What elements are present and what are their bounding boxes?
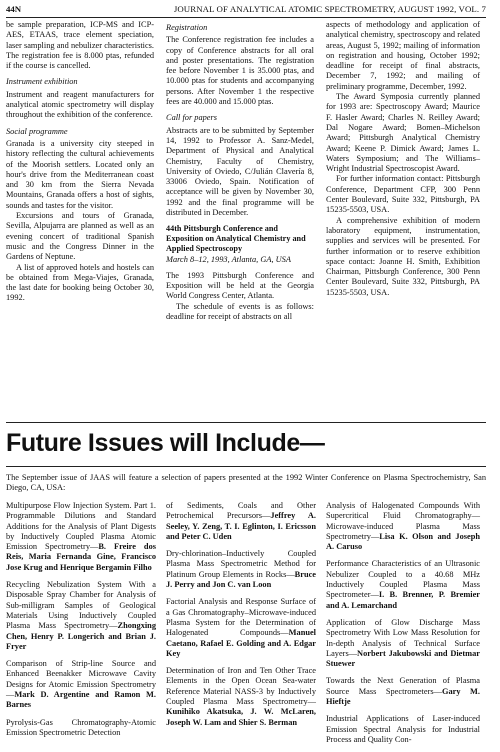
- future-column-2: [166, 501, 316, 735]
- paragraph-schedule: aspects of methodology and application of analytical chemistry, spectroscopy and related areas, August 5, 1992; mailing of information on registration and housing, October 1992; deadline for receipt of final abstracts, December 7, 1992; and mailing of preliminary programme, December, 1992.: [326, 20, 480, 91]
- paper-authors: Jeffrey A. Seeley, Y. Zeng, T. I. Eglinton, I. Ericsson and Peter C. Uden: [166, 511, 316, 541]
- conference-date: March 8–12, 1993, Atlanta, GA, USA: [166, 255, 291, 265]
- section-rule-bottom: [6, 466, 486, 467]
- future-paper-entry: [326, 501, 480, 552]
- journal-title: JOURNAL OF ANALYTICAL ATOMIC SPECTROMETRY, AUGUST 1992, VOL. 7: [173, 4, 486, 14]
- paper-authors: Gary M. Hieftje: [326, 686, 480, 707]
- paragraph-call-for-papers: Abstracts are to be submitted by September 14, 1992 to Professor A. Sanz-Medel, Department of Physical and Analytical Chemistry, Faculty of Chemistry, University of Oviedo, C/Julián Clavería 8, 33006 Oviedo, Spain. Notification of acceptance will be given by November 30, 1992 and the final programme will be distributed in December.: [166, 125, 314, 218]
- paper-authors: Mark D. Argentine and Ramon M. Barnes: [6, 690, 156, 710]
- future-paper-entry: [6, 501, 156, 573]
- paragraph-awards: The Award Symposia currently planned for 1993 are: Spectroscopy Award; Maurice F. Hasler Award; Charles N. Reilley Award; Dal Nogare Award; Bomen–Michelson Award; Pittsburgh Analytical Chemistry Award; Keene P. Dimick Award; James L. Waters Symposium; and The Williams–Wright Industrial Spectroscopist Award.: [326, 92, 480, 174]
- paper-authors: B. Freire dos Reis, Maria Fernanda Gine, Francisco Jose Krug and Henrique Bergamin Filho: [6, 542, 156, 572]
- paper-title: Determination of Iron and Ten Other Trace Elements in the Open Ocean Sea-water Reference Material NASS-3 by Inductively Coupled Plasma Mass Spectrometry—: [166, 666, 316, 707]
- paper-title: Analysis of Halogenated Compounds With Supercritical Fluid Chromatography—Microwave-induced Plasma Mass Spectrometry—: [326, 501, 480, 541]
- paper-title: Factorial Analysis and Response Surface of a Gas Chromatography–Microwave-induced Plasma System for the Determination of Halogenated Compounds—: [166, 597, 316, 638]
- paragraph-instrument: Instrument and reagent manufacturers for analytical atomic spectrometry will display throughout the exhibition of the conference.: [6, 89, 154, 120]
- paper-title: Multipurpose Flow Injection System. Part 1. Programmable Dilutions and Standard Additions for the Analysis of Plant Digests by Inductively Coupled Plasma Atomic Emission Spectrometry—: [6, 501, 156, 552]
- page-number: 44N: [6, 4, 22, 14]
- paper-title: Recycling Nebulization System With a Disposable Spray Chamber for Analysis of Sub-milligram Samples of Geological Materials Using Inductively Coupled Plasma Mass Spectrometry—: [6, 580, 156, 631]
- paper-title: Dry-chlorination–Inductively Coupled Plasma Mass Spectrometric Method for Platinum Group Elements in Rocks—: [166, 549, 316, 579]
- upper-column-1: [6, 20, 154, 304]
- future-paper-entry: [326, 559, 480, 610]
- section-rule-top: [6, 422, 486, 423]
- paper-authors: I. B. Brenner, P. Bremier and A. Lemarchand: [326, 590, 480, 610]
- future-issues-intro: The September issue of JAAS will feature a selection of papers presented at the 1992 Winter Conference on Plasma Spectrochemistry, San Diego, CA, USA:: [6, 473, 486, 493]
- paper-title: of Sediments, Coals and Other Petrochemical Precursors—: [166, 501, 316, 521]
- future-paper-entry: [166, 549, 316, 590]
- future-column-3: [326, 501, 480, 752]
- paragraph-social-1: Granada is a university city steeped in history reflecting the cultural achievements of the Moorish settlers. Located only an hour's drive from the Mediterranean coast and 30 km from the Sierra Nevada Mountains, Granada offers a host of sights, sounds and tastes for the visitor.: [6, 138, 154, 210]
- future-paper-entry: [6, 580, 156, 652]
- paper-title: Performance Characteristics of an Ultrasonic Nebulizer Coupled to a 40.68 MHz Inductively Coupled Plasma Mass Spectrometer—: [326, 559, 480, 600]
- upper-column-2: [166, 20, 314, 322]
- heading-pittsburgh-conference: 44th Pittsburgh Conference and Exposition on Analytical Chemistry and Applied Spectroscopy: [166, 224, 306, 254]
- paper-title: Towards the Next Generation of Plasma Source Mass Spectrometers—: [326, 676, 480, 696]
- paragraph-pittsburgh-1: The 1993 Pittsburgh Conference and Exposition will be held at the Georgia World Congress Center, Atlanta.: [166, 270, 314, 301]
- paper-authors: Bruce J. Perry and Jon C. van Loon: [166, 569, 316, 590]
- paragraph-registration: The Conference registration fee includes a copy of Conference abstracts for all oral and poster presentations. The registration fee before November 1 is 35.000 ptas, and 10.000 ptas for students and accompanying persons. After November 1 the respective fees are 40.000 and 15.000 ptas.: [166, 35, 314, 107]
- paragraph-exhibition: A comprehensive exhibition of modern laboratory equipment, instrumentation, supplies and services will be presented. For further information or to reserve exhibition space contact: Joanne H. Smith, Exhibition Chairman, Pittsburgh Conference, 300 Penn Center Boulevard, Suite 332, Pittsburgh, PA 15235-5503, USA.: [326, 215, 480, 297]
- heading-social-programme: Social programme: [6, 126, 68, 136]
- paragraph-pittsburgh-2: The schedule of events is as follows: deadline for receipt of abstracts on all: [166, 301, 314, 321]
- heading-instrument-exhibition: Instrument exhibition: [6, 77, 78, 87]
- future-column-1: [6, 501, 156, 745]
- paper-title: Pyrolysis-Gas Chromatography-Atomic Emission Spectrometric Detection: [6, 717, 156, 737]
- paragraph-contact: For further information contact: Pittsburgh Conference, Department CFP, 300 Penn Center Boulevard, Suite 332, Pittsburgh, PA 15235-5503, USA.: [326, 174, 480, 215]
- paper-authors: Manuel Caetano, Rafael E. Golding and A. Edgar Key: [166, 628, 316, 658]
- paragraph-social-2: Excursions and tours of Granada, Sevilla, Alpujarra are planned as well as an evening concert of traditional Spanish music and the Congress Dinner in the Gardens of Neptune.: [6, 211, 154, 262]
- paper-title: Comparison of Strip-line Source and Enhanced Beenakker Microwave Cavity Designs for Atomic Emission Spectrometry—: [6, 659, 156, 700]
- future-paper-entry: [6, 718, 156, 739]
- paper-title: Industrial Applications of Laser-induced Emission Spectral Analysis for Industrial Process and Quality Con-: [326, 714, 480, 744]
- paper-authors: Lisa K. Olson and Joseph A. Caruso: [326, 531, 480, 552]
- header-rule: [6, 17, 486, 18]
- future-paper-entry: [326, 618, 480, 669]
- future-paper-entry: [326, 676, 480, 707]
- heading-registration: Registration: [166, 23, 208, 32]
- future-issues-banner: Future Issues will Include—: [6, 429, 325, 457]
- heading-call-for-papers: Call for papers: [166, 113, 217, 123]
- paper-authors: Norbert Jakubowski and Dietmar Stuewer: [326, 648, 480, 669]
- paper-authors: Kunihiko Akatsuka, J. W. McLaren, Joseph W. Lam and Shier S. Berman: [166, 707, 316, 727]
- paper-title: Application of Glow Discharge Mass Spectrometry With Low Mass Resolution for In-depth Analysis of Technical Surface Layers—: [326, 617, 480, 658]
- paragraph-social-3: A list of approved hotels and hostels can be obtained from Mega-Viajes, Granada, the last date for booking being October 30, 1992.: [6, 262, 154, 303]
- running-head: [6, 3, 486, 15]
- paper-authors: Zhongxing Chen, Henry P. Longerich and Brian J. Fryer: [6, 621, 156, 651]
- paragraph-opening: be sample preparation, ICP-MS and ICP-AES, ETAAS, trace element speciation, laser sampling and nebulizer characteristics. The registration fee is 8.000 ptas, refunded if the course is cancelled.: [6, 20, 154, 71]
- future-paper-entry: [166, 597, 316, 659]
- future-paper-entry: [166, 501, 316, 542]
- future-paper-entry: [6, 659, 156, 710]
- upper-column-3: [326, 20, 480, 298]
